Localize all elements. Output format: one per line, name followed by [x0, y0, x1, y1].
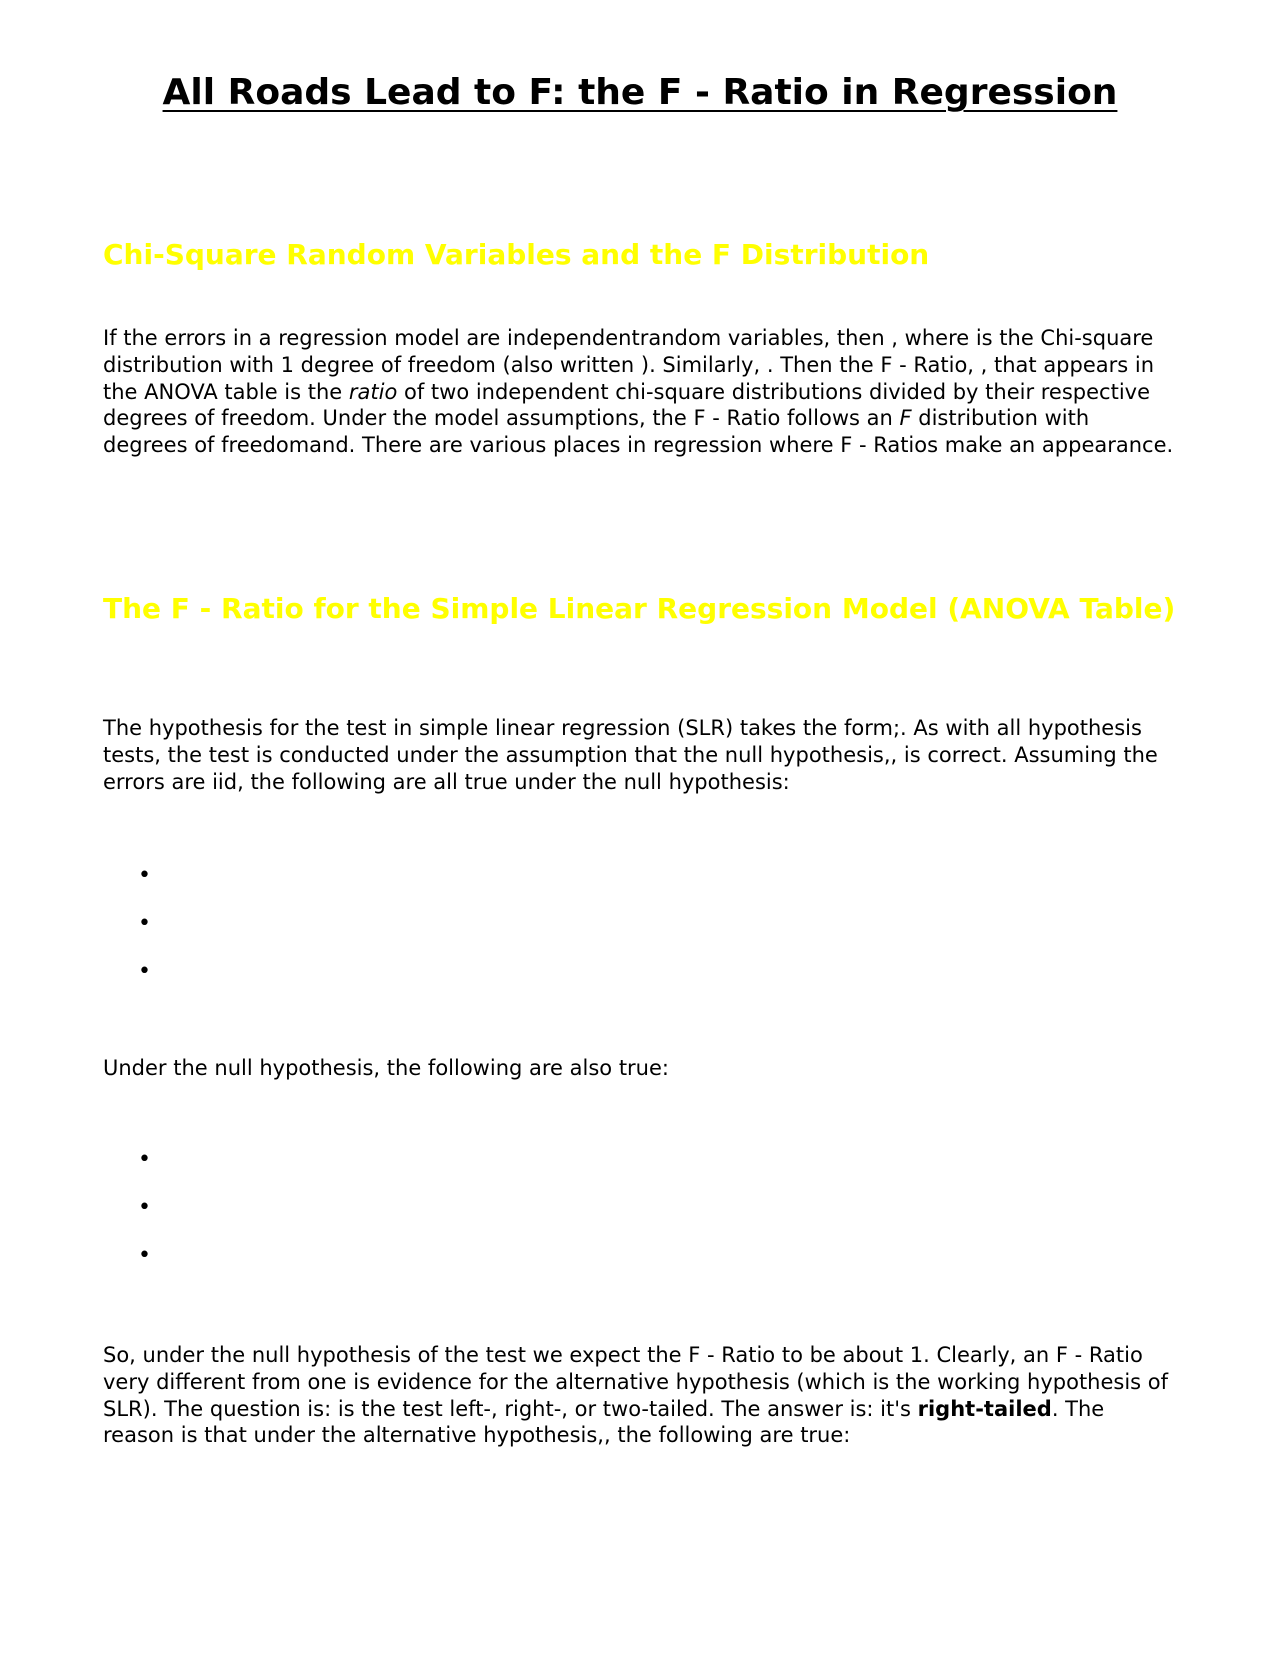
section-heading-chi-square: Chi-Square Random Variables and the F Distribution	[103, 238, 930, 271]
italic-f-letter: F	[899, 406, 912, 431]
bullet-icon: •	[138, 1195, 151, 1220]
bullet-icon: •	[138, 911, 151, 936]
bullet-icon: •	[138, 863, 151, 888]
chi-square-paragraph	[103, 325, 1178, 459]
section-heading-f-ratio-slr: The F - Ratio for the Simple Linear Regression Model (ANOVA Table)	[103, 592, 1176, 625]
document-title-text: All Roads Lead to F: the F - Ratio in Regression	[162, 72, 1118, 113]
bold-right-tailed: right-tailed	[917, 1396, 1052, 1421]
slr-hypothesis-paragraph: The hypothesis for the test in simple linear regression (SLR) takes the form;. As with all hypothesis tests, the test is conducted under the assumption that the null hypothesis,, is correct. Assuming the errors are iid, the following are all true under the null hypothesis:	[103, 716, 1158, 794]
bullet-icon: •	[138, 1147, 151, 1172]
null-hypothesis-also-true-paragraph: Under the null hypothesis, the following are also true:	[103, 1056, 669, 1080]
chi-square-paragraph-part1: If the errors in a regression model are independentrandom variables, then , where is the Chi-square distribution with 1 degree of freedom (also written ). Similarly, . Then the F - Ratio, , that appears in the ANOVA table is the	[103, 326, 1155, 404]
bullet-icon: •	[138, 1243, 151, 1268]
right-tailed-paragraph-part1: So, under the null hypothesis of the test we expect the F - Ratio to be about 1. Clearly, an F - Ratio very different from one is evidence for the alternative hypothesis (which is the working hypothesis of SLR). The question is: is the test left-, right-, or two-tailed. The answer is: it's	[103, 1343, 1169, 1421]
document-title	[0, 70, 1280, 116]
chi-square-paragraph-part3: distribution with degrees of freedomand. There are various places in regression where F - Ratios make an appearance.	[103, 406, 1174, 458]
italic-ratio-word: ratio	[348, 379, 398, 404]
bullet-icon: •	[138, 959, 151, 984]
chi-square-paragraph-part2: of two independent chi-square distributions divided by their respective degrees of freedom. Under the model assumptions, the F - Ratio follows an	[103, 379, 1151, 431]
right-tailed-paragraph	[103, 1342, 1178, 1449]
right-tailed-paragraph-part2: . The reason is that under the alternative hypothesis,, the following are true:	[103, 1396, 1105, 1448]
